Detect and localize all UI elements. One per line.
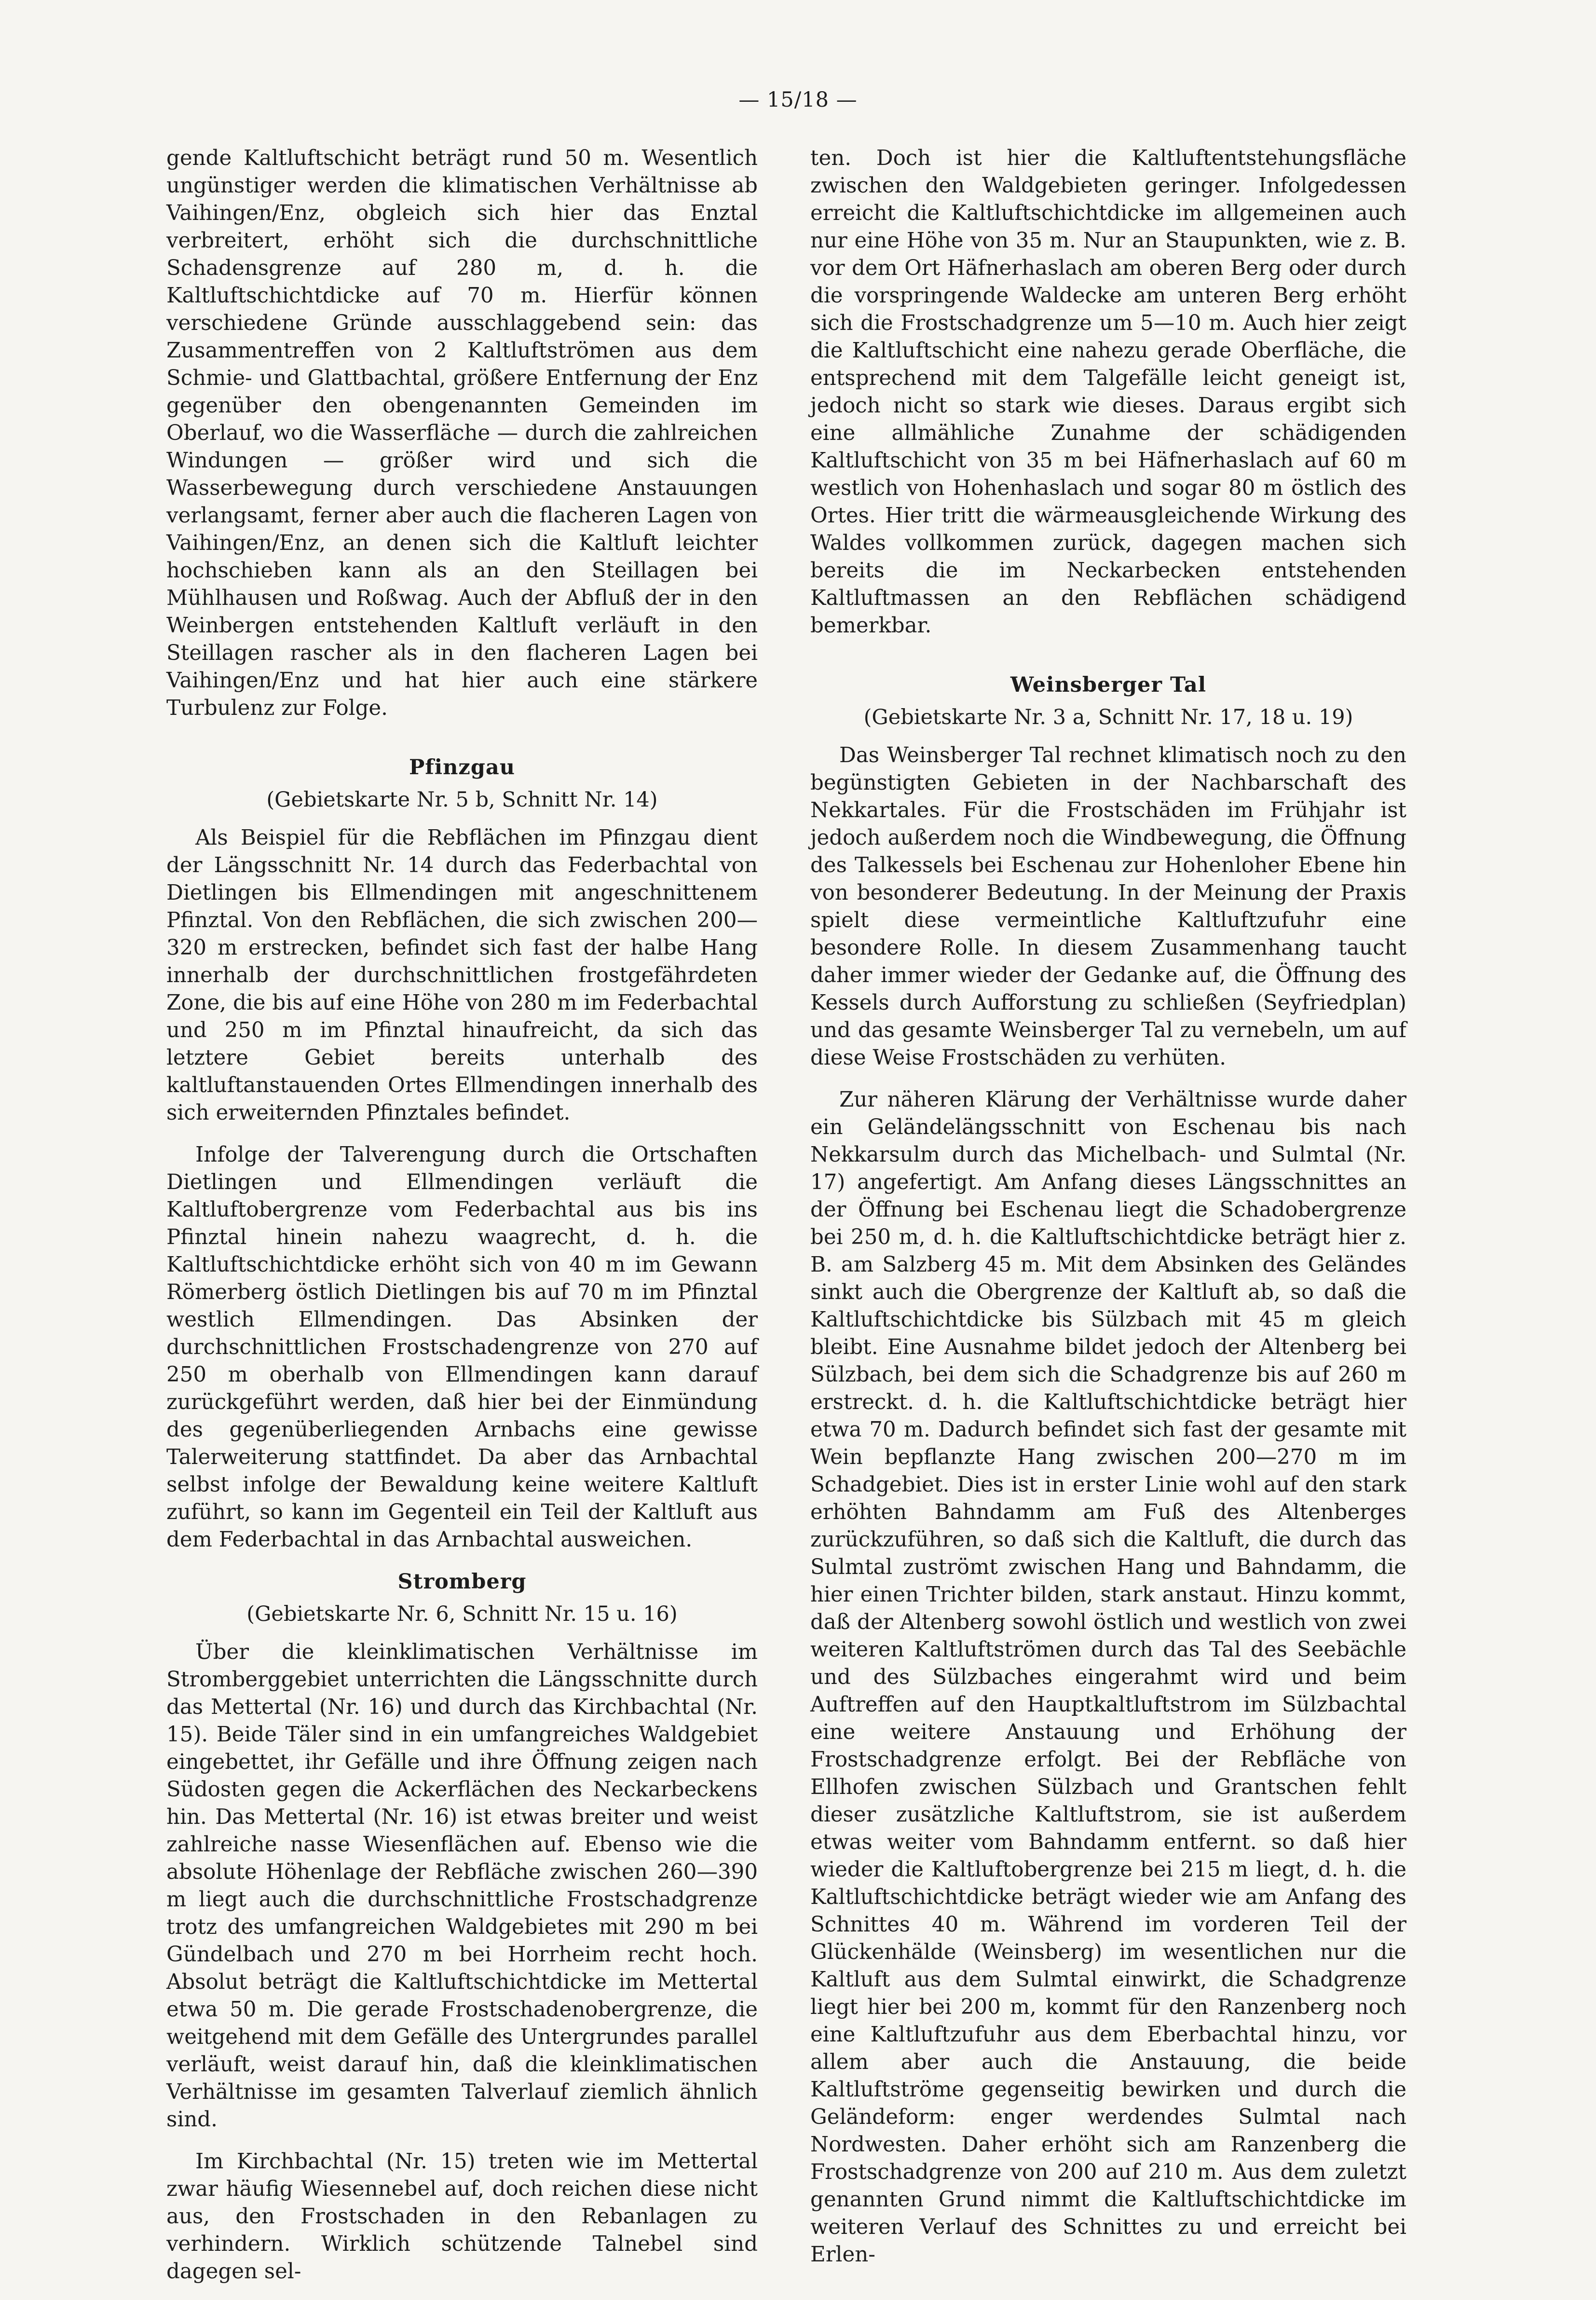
section-heading-weinsberger-tal: Weinsberger Tal [1010,673,1207,697]
paragraph: Im Kirchbachtal (Nr. 15) treten wie im Mettertal zwar häufig Wiesennebel auf, doch reichen diese nicht aus, den Frostschaden in den Rebanlagen zu verhindern. Wirklich schützende Talnebel sind dagegen sel- [166,2149,758,2284]
section-subheading: (Gebietskarte Nr. 3 a, Schnitt Nr. 17, 18 u. 19) [863,705,1353,729]
paragraph: Über die kleinklimatischen Verhältnisse im Stromberggebiet unterrichten die Längsschnitte durch das Mettertal (Nr. 16) und durch das Kirchbachtal (Nr. 15). Beide Täler sind in ein umfangreiches Waldgebiet eingebettet, ihr Gefälle und ihre Öffnung zeigen nach Südosten gegen die Ackerflächen des Neckarbeckens hin. Das Mettertal (Nr. 16) ist etwas breiter und weist zahlreiche nasse Wiesenflächen auf. Ebenso wie die absolute Höhenlage der Rebfläche zwischen 260—390 m liegt auch die durchschnittliche Frostschadgrenze trotz des umfangreichen Waldgebietes mit 290 m bei Gündelbach und 270 m bei Horrheim recht hoch. Absolut beträgt die Kaltluftschichtdicke im Mettertal etwa 50 m. Die gerade Frostschadenobergrenze, die weitgehend mit dem Gefälle des Untergrundes parallel verläuft, weist darauf hin, daß die kleinklimatischen Verhältnisse im gesamten Talverlauf ziemlich ähnlich sind. [166,1640,758,2132]
paragraph: Zur näheren Klärung der Verhältnisse wurde daher ein Geländelängsschnitt von Eschenau bis nach Nekkarsulm durch das Michelbach- und Sulmtal (Nr. 17) angefertigt. Am Anfang dieses Längsschnittes an der Öffnung bei Eschenau liegt die Schadobergrenze bei 250 m, d. h. die Kaltluftschichtdicke beträgt hier z. B. am Salzberg 45 m. Mit dem Absinken des Geländes sinkt auch die Obergrenze der Kaltluft ab, so daß die Kaltluftschichtdicke bis Sülzbach mit 45 m gleich bleibt. Eine Ausnahme bildet jedoch der Altenberg bei Sülzbach, bei dem sich die Schadgrenze bis auf 260 m erstreckt. d. h. die Kaltluftschichtdicke beträgt hier etwa 70 m. Dadurch befindet sich fast der gesamte mit Wein bepflanzte Hang zwischen 200—270 m im Schadgebiet. Dies ist in erster Linie wohl auf den stark erhöhten Bahndamm am Fuß des Altenberges zurückzuführen, so daß sich die Kaltluft, die durch das Sulmtal zuströmt zwischen Hang und Bahndamm, die hier einen Trichter bilden, stark anstaut. Hinzu kommt, daß der Altenberg sowohl östlich und westlich von zwei weiteren Kaltluftströmen durch das Tal des Seebächle und des Sülzbaches eingerahmt wird und beim Auftreffen auf den Hauptkaltluftstrom im Sülzbachtal eine weitere Anstauung und Erhöhung der Frostschadgrenze erfolgt. Bei der Rebfläche von Ellhofen zwischen Sülzbach und Grantschen fehlt dieser zusätzliche Kaltluftstrom, sie ist außerdem etwas weiter vom Bahndamm entfernt. so daß hier wieder die Kaltluftobergrenze bei 215 m liegt, d. h. die Kaltluftschichtdicke beträgt wieder wie am Anfang des Schnittes 40 m. Während im vorderen Teil der Glückenhälde (Weinsberg) im wesentlichen nur die Kaltluft aus dem Sulmtal einwirkt, die Schadgrenze liegt hier bei 200 m, kommt für den Ranzenberg noch eine Kaltluftzufuhr aus dem Eberbachtal hinzu, vor allem aber auch die Anstauung, die beide Kaltluftströme gegenseitig bewirken und durch die Geländeform: enger werdendes Sulmtal nach Nordwesten. Daher erhöht sich am Ranzenberg die Frostschadgrenze von 200 auf 210 m. Aus dem zuletzt genannten Grund nimmt die Kaltluftschichtdicke im weiteren Verlauf des Schnittes zu und erreicht bei Erlen- [810,1088,1406,2267]
paragraph: Das Weinsberger Tal rechnet klimatisch noch zu den begünstigten Gebieten in der Nachbarschaft des Nekkartales. Für die Frostschäden im Frühjahr ist jedoch außerdem noch die Windbewegung, die Öffnung des Talkessels bei Eschenau zur Hohenloher Ebene hin von besonderer Bedeutung. In der Meinung der Praxis spielt diese vermeintliche Kaltluftzufuhr eine besondere Rolle. In diesem Zusammenhang taucht daher immer wieder der Gedanke auf, die Öffnung des Kessels durch Aufforstung zu schließen (Seyfriedplan) und das gesamte Weinsberger Tal zu vernebeln, um auf diese Weise Frostschäden zu verhüten. [810,743,1406,1070]
page-number: — 15/18 — [738,88,858,112]
paragraph: Infolge der Talverengung durch die Ortschaften Dietlingen und Ellmendingen verläuft die Kaltluftobergrenze vom Federbachtal aus bis ins Pfinztal hinein nahezu waagrecht, d. h. die Kaltluftschichtdicke erhöht sich von 40 m im Gewann Römerberg östlich Dietlingen bis auf 70 m im Pfinztal westlich Ellmendingen. Das Absinken der durchschnittlichen Frostschadengrenze von 270 auf 250 m oberhalb von Ellmendingen kann darauf zurückgeführt werden, daß hier bei der Einmündung des gegenüberliegenden Arnbachs eine gewisse Talerweiterung stattfindet. Da aber das Arnbachtal selbst infolge der Bewaldung keine weitere Kaltluft zuführt, so kann im Gegenteil ein Teil der Kaltluft aus dem Federbachtal in das Arnbachtal ausweichen. [166,1143,758,1552]
left-column [166,145,758,2300]
section-heading-pfinzgau: Pfinzgau [409,755,516,780]
paragraph: gende Kaltluftschicht beträgt rund 50 m. Wesentlich ungünstiger werden die klimatischen Verhältnisse ab Vaihingen/Enz, obgleich sich hier das Enztal verbreitert, erhöht sich die durchschnittliche Schadensgrenze auf 280 m, d. h. die Kaltluftschichtdicke auf 70 m. Hierfür können verschiedene Gründe ausschlaggebend sein: das Zusammentreffen von 2 Kaltluftströmen aus dem Schmie- und Glattbachtal, größere Entfernung der Enz gegenüber den obengenannten Gemeinden im Oberlauf, wo die Wasserfläche — durch die zahlreichen Windungen — größer wird und sich die Wasserbewegung durch verschiedene Anstauungen verlangsamt, ferner aber auch die flacheren Lagen von Vaihingen/Enz, an denen sich die Kaltluft leichter hochschieben kann als an den Steillagen bei Mühlhausen und Roßwag. Auch der Abfluß der in den Weinbergen entstehenden Kaltluft verläuft in den Steillagen rascher als in den flacheren Lagen bei Vaihingen/Enz und hat hier auch eine stärkere Turbulenz zur Folge. [166,146,758,720]
paragraph: Als Beispiel für die Rebflächen im Pfinzgau dient der Längsschnitt Nr. 14 durch das Federbachtal von Dietlingen bis Ellmendingen mit angeschnittenem Pfinztal. Von den Rebflächen, die sich zwischen 200—320 m erstrecken, befindet sich fast der halbe Hang innerhalb der durchschnittlichen frostgefährdeten Zone, die bis auf eine Höhe von 280 m im Federbachtal und 250 m im Pfinztal hinaufreicht, da sich das letztere Gebiet bereits unterhalb des kaltluftanstauenden Ortes Ellmendingen innerhalb des sich erweiternden Pfinztales befindet. [166,826,758,1125]
section-subheading: (Gebietskarte Nr. 5 b, Schnitt Nr. 14) [266,788,658,812]
paragraph: ten. Doch ist hier die Kaltluftentstehungsfläche zwischen den Waldgebieten geringer. Infolgedessen erreicht die Kaltluftschichtdicke im allgemeinen auch nur eine Höhe von 35 m. Nur an Staupunkten, wie z. B. vor dem Ort Häfnerhaslach am oberen Berg oder durch die vorspringende Waldecke am unteren Berg erhöht sich die Frostschadgrenze um 5—10 m. Auch hier zeigt die Kaltluftschicht eine nahezu gerade Oberfläche, die entsprechend mit dem Talgefälle leicht geneigt ist, jedoch nicht so stark wie dieses. Daraus ergibt sich eine allmähliche Zunahme der schädigenden Kaltluftschicht von 35 m bei Häfnerhaslach auf 60 m westlich von Hohenhaslach und sogar 80 m östlich des Ortes. Hier tritt die wärmeausgleichende Wirkung des Waldes vollkommen zurück, dagegen machen sich bereits die im Neckarbecken entstehenden Kaltluftmassen an den Rebflächen schädigend bemerkbar. [810,146,1406,638]
right-column [810,145,1406,2283]
section-subheading: (Gebietskarte Nr. 6, Schnitt Nr. 15 u. 16) [246,1602,678,1626]
section-heading-stromberg: Stromberg [397,1570,527,1594]
